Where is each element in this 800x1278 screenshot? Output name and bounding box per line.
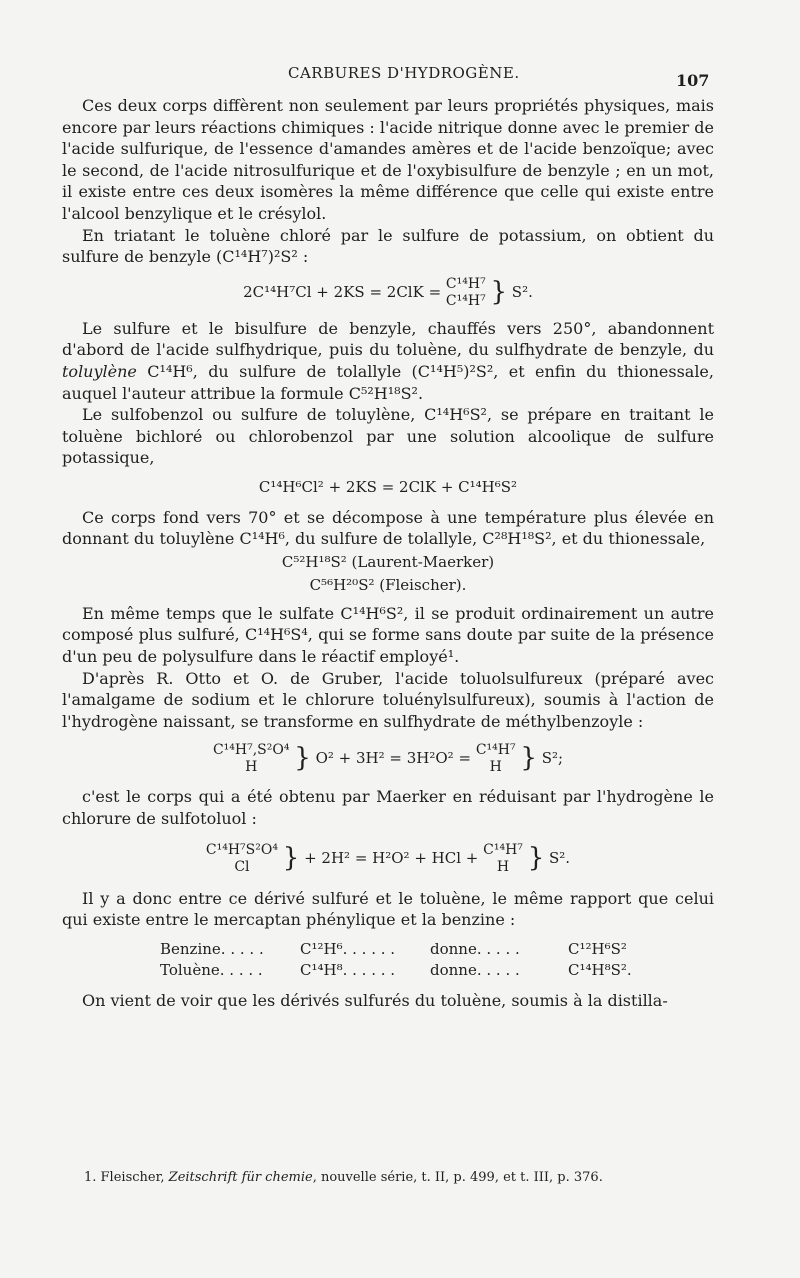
equation: 2C¹⁴H⁷Cl + 2KS = 2ClK = C¹⁴H⁷ C¹⁴H⁷ } S². bbox=[243, 275, 533, 309]
formula-line: C⁵²H¹⁸S² (Laurent-Maerker) bbox=[281, 552, 495, 571]
footnote: 1. Fleischer, Zeitschrift für chemie, nouvelle série, t. II, p. 499, et t. III, p. 376. bbox=[84, 1170, 603, 1185]
paragraph: Ce corps fond vers 70° et se décompose à une température plus élevée en donnant du toluylène C¹⁴H⁶, du sulfure de tolallyle, C²⁸H¹⁸S², et du thionessale, bbox=[62, 507, 714, 549]
paragraph: Ces deux corps diffèrent non seulement par leurs propriétés physiques, mais encore par leurs réactions chimiques : l'acide nitrique donne avec le premier de l'acide sulfurique, de l'essence d'amandes amères et de l'acide benzoïque; avec le second, de l'acide nitrosulfurique et de l'oxybisulfure de benzyle ; en un mot, il existe entre ces deux isomères la même différence que celle qui existe entre l'alcool benzylique et le crésylol. bbox=[62, 96, 714, 223]
paragraph: Le sulfobenzol ou sulfure de toluylène, C¹⁴H⁶S², se prépare en traitant le toluène bichloré ou chlorobenzol par une solution alcoolique de sulfure potassique, bbox=[62, 405, 714, 468]
paragraph: En triatant le toluène chloré par le sulfure de potassium, on obtient du sulfure de benzyle (C¹⁴H⁷)²S² : bbox=[62, 225, 714, 267]
paragraph: En même temps que le sulfate C¹⁴H⁶S², il se produit ordinairement un autre composé plus sulfuré, C¹⁴H⁶S⁴, qui se forme sans doute par suite de la présence d'un peu de polysulfure dans le réactif employé¹. bbox=[62, 603, 714, 667]
main-text bbox=[62, 95, 714, 1012]
paragraph: c'est le corps qui a été obtenu par Maerker en réduisant par l'hydrogène le chlorure de sulfotoluol : bbox=[62, 787, 714, 829]
paragraph: On vient de voir que les dérivés sulfurés du toluène, soumis à la distilla- bbox=[82, 991, 668, 1010]
paragraph: Il y a donc entre ce dérivé sulfuré et le toluène, le même rapport que celui qui existe entre le mercaptan phénylique et la benzine : bbox=[62, 888, 714, 930]
equation: C¹⁴H⁷S²O⁴ Cl } + 2H² = H²O² + HCl + C¹⁴H⁷ H } S². bbox=[205, 841, 571, 875]
formula-line: C⁵⁶H²⁰S² (Fleischer). bbox=[309, 576, 467, 595]
paragraph: D'après R. Otto et O. de Gruber, l'acide toluolsulfureux (préparé avec l'amalgame de sodium et le chlorure toluénylsulfureux), soumis à l'action de l'hydrogène naissant, se transforme en sulfhydrate de méthylbenzoyle : bbox=[62, 668, 714, 731]
paragraph: Le sulfure et le bisulfure de benzyle, chauffés vers 250°, abandonnent d'abord de l'acide sulfhydrique, puis du toluène, du sulfhydrate de benzyle, du toluylène C¹⁴H⁶, du sulfure de tolallyle (C¹⁴H⁵)²S², et enfin du thionessale, auquel l'auteur attribue la formule C⁵²H¹⁸S². bbox=[62, 318, 714, 403]
table-row: Toluène. . . . . C¹⁴H⁸. . . . . . donne. . . . . C¹⁴H⁸S². bbox=[160, 961, 632, 980]
table-row: Benzine. . . . . C¹²H⁶. . . . . . donne. . . . . C¹²H⁶S² bbox=[160, 939, 627, 958]
running-title: CARBURES D'HYDROGÈNE. bbox=[288, 64, 520, 82]
equation: C¹⁴H⁷,S²O⁴ H } O² + 3H² = 3H²O² = C¹⁴H⁷ H } S²; bbox=[212, 742, 564, 776]
equation: C¹⁴H⁶Cl² + 2KS = 2ClK + C¹⁴H⁶S² bbox=[258, 477, 518, 496]
page-number: 107 bbox=[676, 71, 710, 90]
